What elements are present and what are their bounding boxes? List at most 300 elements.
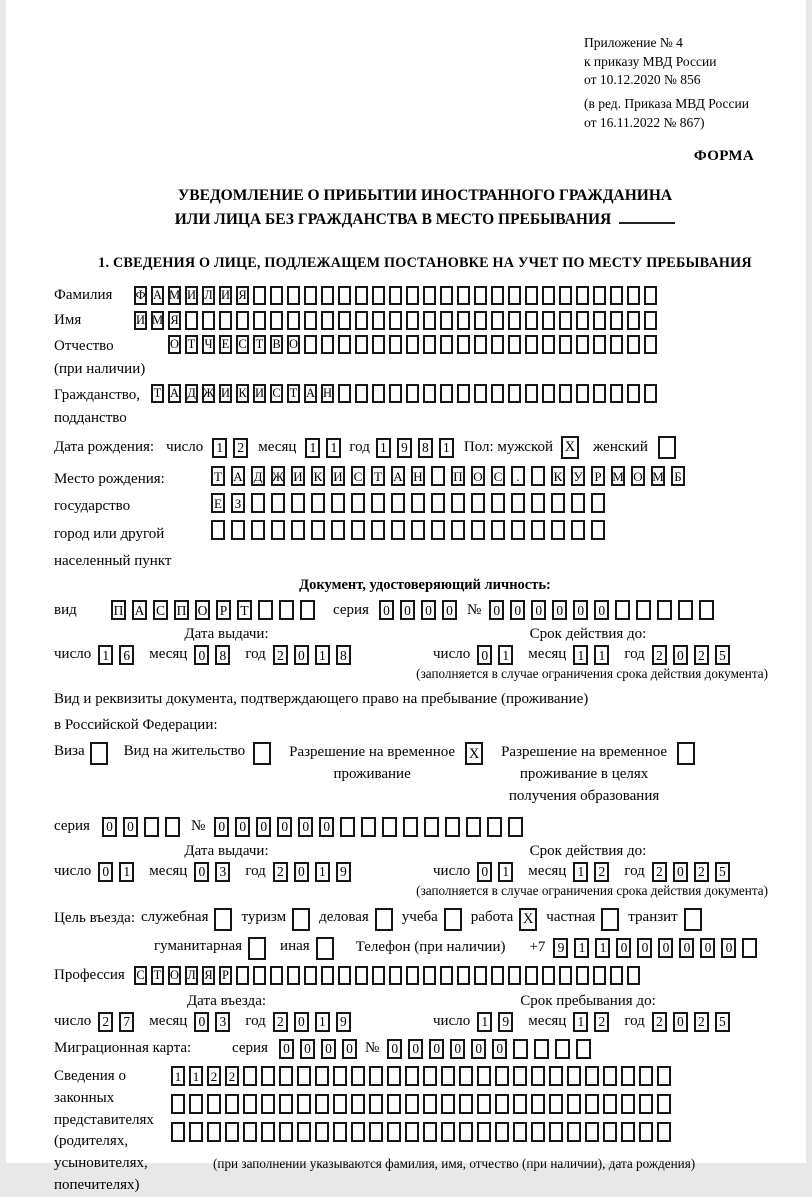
char-cell[interactable] [508, 817, 523, 837]
char-cell[interactable] [251, 493, 265, 513]
char-cell[interactable] [207, 1094, 221, 1114]
char-cell[interactable] [576, 384, 589, 403]
char-cell[interactable] [279, 1094, 293, 1114]
char-cell[interactable] [411, 493, 425, 513]
char-cell[interactable]: 0 [294, 645, 309, 665]
char-cell[interactable] [559, 384, 572, 403]
char-cell[interactable]: С [134, 966, 147, 985]
char-cell[interactable] [459, 1122, 473, 1142]
char-cell[interactable] [615, 600, 630, 620]
char-cell[interactable] [389, 335, 402, 354]
char-cell[interactable] [340, 817, 355, 837]
char-cell[interactable]: 0 [379, 600, 394, 620]
char-cell[interactable] [351, 493, 365, 513]
char-cell[interactable] [474, 311, 487, 330]
char-cell[interactable] [508, 311, 521, 330]
char-cell[interactable] [525, 286, 538, 305]
purpose-other-checkbox[interactable] [316, 937, 334, 960]
char-cell[interactable] [531, 1122, 545, 1142]
char-cell[interactable] [567, 1094, 581, 1114]
sex-male-checkbox[interactable]: X [561, 436, 579, 459]
char-cell[interactable]: А [304, 384, 317, 403]
stay-month-cells[interactable] [573, 1012, 615, 1032]
char-cell[interactable] [231, 520, 245, 540]
char-cell[interactable] [202, 311, 215, 330]
char-cell[interactable]: 2 [225, 1066, 239, 1086]
char-cell[interactable] [331, 493, 345, 513]
char-cell[interactable]: И [253, 384, 266, 403]
char-cell[interactable]: 0 [342, 1039, 357, 1059]
char-cell[interactable] [457, 384, 470, 403]
givenname-cells[interactable] [134, 311, 661, 330]
char-cell[interactable] [270, 966, 283, 985]
char-cell[interactable]: 0 [492, 1039, 507, 1059]
char-cell[interactable] [338, 384, 351, 403]
birth-year-cells[interactable] [376, 438, 460, 458]
char-cell[interactable]: 2 [273, 862, 288, 882]
char-cell[interactable] [291, 520, 305, 540]
char-cell[interactable] [491, 311, 504, 330]
representatives-cells-row2[interactable] [171, 1094, 695, 1114]
char-cell[interactable]: 8 [336, 645, 351, 665]
char-cell[interactable] [411, 520, 425, 540]
char-cell[interactable] [576, 286, 589, 305]
char-cell[interactable] [304, 966, 317, 985]
purpose-business-checkbox[interactable] [375, 908, 393, 931]
char-cell[interactable] [424, 817, 439, 837]
doc-valid-month-cells[interactable] [573, 645, 615, 665]
char-cell[interactable] [525, 966, 538, 985]
char-cell[interactable] [451, 493, 465, 513]
permit-valid-day-cells[interactable] [477, 862, 519, 882]
char-cell[interactable]: 1 [315, 1012, 330, 1032]
char-cell[interactable] [387, 1066, 401, 1086]
char-cell[interactable] [389, 384, 402, 403]
char-cell[interactable] [459, 1066, 473, 1086]
char-cell[interactable]: Л [185, 966, 198, 985]
char-cell[interactable] [610, 286, 623, 305]
char-cell[interactable]: 1 [315, 862, 330, 882]
char-cell[interactable] [591, 493, 605, 513]
char-cell[interactable] [471, 493, 485, 513]
doc-issue-year-cells[interactable] [273, 645, 357, 665]
char-cell[interactable]: М [151, 311, 164, 330]
char-cell[interactable] [542, 311, 555, 330]
migration-number-cells[interactable] [387, 1039, 597, 1059]
char-cell[interactable] [657, 1094, 671, 1114]
char-cell[interactable] [423, 311, 436, 330]
char-cell[interactable] [372, 335, 385, 354]
char-cell[interactable] [243, 1094, 257, 1114]
permit-issue-day-cells[interactable] [98, 862, 140, 882]
char-cell[interactable] [297, 1122, 311, 1142]
char-cell[interactable] [423, 384, 436, 403]
char-cell[interactable] [389, 286, 402, 305]
char-cell[interactable] [207, 1122, 221, 1142]
temp-permit-checkbox[interactable]: X [465, 742, 483, 765]
purpose-tourism-checkbox[interactable] [292, 908, 310, 931]
char-cell[interactable] [431, 520, 445, 540]
char-cell[interactable] [559, 966, 572, 985]
char-cell[interactable] [491, 493, 505, 513]
char-cell[interactable]: 0 [123, 817, 138, 837]
char-cell[interactable] [291, 493, 305, 513]
char-cell[interactable] [491, 384, 504, 403]
char-cell[interactable] [406, 311, 419, 330]
char-cell[interactable] [477, 1066, 491, 1086]
char-cell[interactable] [372, 384, 385, 403]
char-cell[interactable] [338, 335, 351, 354]
char-cell[interactable]: А [168, 384, 181, 403]
char-cell[interactable]: 0 [477, 862, 492, 882]
char-cell[interactable]: 0 [300, 1039, 315, 1059]
char-cell[interactable] [333, 1066, 347, 1086]
char-cell[interactable] [270, 311, 283, 330]
char-cell[interactable] [423, 1122, 437, 1142]
char-cell[interactable] [593, 335, 606, 354]
char-cell[interactable]: П [174, 600, 189, 620]
char-cell[interactable] [372, 286, 385, 305]
char-cell[interactable] [603, 1122, 617, 1142]
char-cell[interactable]: 0 [421, 600, 436, 620]
char-cell[interactable]: 1 [119, 862, 134, 882]
char-cell[interactable]: 0 [637, 938, 652, 958]
char-cell[interactable] [406, 286, 419, 305]
char-cell[interactable] [508, 286, 521, 305]
char-cell[interactable] [636, 600, 651, 620]
char-cell[interactable] [270, 286, 283, 305]
char-cell[interactable]: . [511, 466, 525, 486]
char-cell[interactable]: 0 [442, 600, 457, 620]
char-cell[interactable] [369, 1094, 383, 1114]
char-cell[interactable]: О [168, 335, 181, 354]
char-cell[interactable] [551, 520, 565, 540]
char-cell[interactable]: К [311, 466, 325, 486]
char-cell[interactable]: 5 [715, 1012, 730, 1032]
char-cell[interactable] [261, 1094, 275, 1114]
char-cell[interactable]: 0 [256, 817, 271, 837]
char-cell[interactable] [531, 1094, 545, 1114]
char-cell[interactable]: 0 [102, 817, 117, 837]
char-cell[interactable] [253, 311, 266, 330]
char-cell[interactable] [549, 1122, 563, 1142]
char-cell[interactable] [542, 384, 555, 403]
char-cell[interactable] [644, 335, 657, 354]
char-cell[interactable]: Л [202, 286, 215, 305]
char-cell[interactable] [576, 1039, 591, 1059]
purpose-transit-checkbox[interactable] [684, 908, 702, 931]
char-cell[interactable] [610, 311, 623, 330]
char-cell[interactable] [525, 335, 538, 354]
birth-day-cells[interactable] [212, 438, 254, 458]
char-cell[interactable] [297, 1094, 311, 1114]
char-cell[interactable] [644, 311, 657, 330]
char-cell[interactable]: 9 [553, 938, 568, 958]
permit-seria-cells[interactable] [102, 817, 186, 837]
char-cell[interactable] [405, 1066, 419, 1086]
char-cell[interactable]: 2 [652, 862, 667, 882]
char-cell[interactable] [406, 335, 419, 354]
char-cell[interactable] [559, 335, 572, 354]
char-cell[interactable]: С [351, 466, 365, 486]
char-cell[interactable] [508, 384, 521, 403]
char-cell[interactable]: 0 [235, 817, 250, 837]
char-cell[interactable] [457, 335, 470, 354]
char-cell[interactable] [559, 311, 572, 330]
char-cell[interactable] [555, 1039, 570, 1059]
entry-day-cells[interactable] [98, 1012, 140, 1032]
profession-cells[interactable] [134, 966, 644, 985]
char-cell[interactable]: А [132, 600, 147, 620]
char-cell[interactable] [525, 311, 538, 330]
purpose-work-checkbox[interactable]: X [519, 908, 537, 931]
char-cell[interactable]: Н [411, 466, 425, 486]
char-cell[interactable]: 0 [400, 600, 415, 620]
char-cell[interactable]: П [451, 466, 465, 486]
char-cell[interactable]: 1 [595, 938, 610, 958]
char-cell[interactable]: О [195, 600, 210, 620]
char-cell[interactable]: 2 [594, 1012, 609, 1032]
purpose-official-checkbox[interactable] [214, 908, 232, 931]
char-cell[interactable]: К [551, 466, 565, 486]
char-cell[interactable] [491, 286, 504, 305]
char-cell[interactable] [440, 384, 453, 403]
char-cell[interactable] [389, 311, 402, 330]
char-cell[interactable] [431, 466, 445, 486]
char-cell[interactable] [531, 520, 545, 540]
permit-issue-year-cells[interactable] [273, 862, 357, 882]
patronymic-cells[interactable] [168, 335, 661, 354]
char-cell[interactable]: Т [371, 466, 385, 486]
char-cell[interactable] [261, 1066, 275, 1086]
representatives-cells-row1[interactable] [171, 1066, 695, 1086]
permit-number-cells[interactable] [214, 817, 529, 837]
char-cell[interactable] [369, 1066, 383, 1086]
char-cell[interactable]: Т [211, 466, 225, 486]
char-cell[interactable]: 0 [700, 938, 715, 958]
char-cell[interactable]: Д [251, 466, 265, 486]
char-cell[interactable] [406, 966, 419, 985]
char-cell[interactable]: А [391, 466, 405, 486]
char-cell[interactable] [423, 286, 436, 305]
entry-year-cells[interactable] [273, 1012, 357, 1032]
char-cell[interactable] [508, 335, 521, 354]
char-cell[interactable] [355, 335, 368, 354]
char-cell[interactable]: 6 [119, 645, 134, 665]
char-cell[interactable] [185, 311, 198, 330]
char-cell[interactable]: 0 [531, 600, 546, 620]
doc-number-cells[interactable] [489, 600, 720, 620]
char-cell[interactable]: Е [219, 335, 232, 354]
doc-issue-month-cells[interactable] [194, 645, 236, 665]
char-cell[interactable] [459, 1094, 473, 1114]
char-cell[interactable]: 2 [98, 1012, 113, 1032]
char-cell[interactable] [742, 938, 757, 958]
char-cell[interactable]: М [168, 286, 181, 305]
char-cell[interactable] [440, 311, 453, 330]
char-cell[interactable] [304, 335, 317, 354]
char-cell[interactable] [165, 817, 180, 837]
char-cell[interactable]: С [153, 600, 168, 620]
char-cell[interactable] [403, 817, 418, 837]
char-cell[interactable] [542, 286, 555, 305]
char-cell[interactable]: А [151, 286, 164, 305]
char-cell[interactable]: Т [253, 335, 266, 354]
char-cell[interactable] [338, 286, 351, 305]
char-cell[interactable] [513, 1122, 527, 1142]
char-cell[interactable] [371, 520, 385, 540]
char-cell[interactable]: К [236, 384, 249, 403]
char-cell[interactable] [534, 1039, 549, 1059]
char-cell[interactable]: 9 [498, 1012, 513, 1032]
char-cell[interactable]: Р [219, 966, 232, 985]
visa-checkbox[interactable] [90, 742, 108, 765]
char-cell[interactable] [567, 1122, 581, 1142]
char-cell[interactable] [331, 520, 345, 540]
char-cell[interactable] [627, 384, 640, 403]
char-cell[interactable] [495, 1066, 509, 1086]
char-cell[interactable]: 0 [673, 645, 688, 665]
char-cell[interactable] [531, 493, 545, 513]
char-cell[interactable]: С [491, 466, 505, 486]
char-cell[interactable] [225, 1122, 239, 1142]
char-cell[interactable] [338, 311, 351, 330]
phone-cells[interactable] [553, 938, 763, 958]
char-cell[interactable] [451, 520, 465, 540]
char-cell[interactable] [585, 1094, 599, 1114]
char-cell[interactable]: 0 [721, 938, 736, 958]
char-cell[interactable]: 1 [189, 1066, 203, 1086]
char-cell[interactable] [531, 1066, 545, 1086]
char-cell[interactable]: Ж [271, 466, 285, 486]
char-cell[interactable] [423, 335, 436, 354]
char-cell[interactable] [440, 286, 453, 305]
char-cell[interactable] [511, 520, 525, 540]
birthplace-cells-row3[interactable] [211, 520, 691, 540]
char-cell[interactable]: В [270, 335, 283, 354]
char-cell[interactable] [440, 335, 453, 354]
char-cell[interactable] [549, 1094, 563, 1114]
stay-day-cells[interactable] [477, 1012, 519, 1032]
char-cell[interactable] [567, 1066, 581, 1086]
char-cell[interactable] [657, 600, 672, 620]
sex-female-checkbox[interactable] [658, 436, 676, 459]
char-cell[interactable] [355, 384, 368, 403]
char-cell[interactable]: 2 [233, 438, 248, 458]
char-cell[interactable]: 1 [212, 438, 227, 458]
birthplace-cells-row2[interactable] [211, 493, 691, 513]
char-cell[interactable] [644, 384, 657, 403]
char-cell[interactable]: 0 [298, 817, 313, 837]
char-cell[interactable] [387, 1094, 401, 1114]
migration-seria-cells[interactable] [279, 1039, 363, 1059]
char-cell[interactable] [369, 1122, 383, 1142]
char-cell[interactable] [243, 1066, 257, 1086]
stay-year-cells[interactable] [652, 1012, 736, 1032]
char-cell[interactable]: 2 [694, 1012, 709, 1032]
char-cell[interactable] [361, 817, 376, 837]
char-cell[interactable] [236, 311, 249, 330]
char-cell[interactable]: И [291, 466, 305, 486]
char-cell[interactable] [333, 1094, 347, 1114]
char-cell[interactable] [243, 1122, 257, 1142]
char-cell[interactable]: 0 [658, 938, 673, 958]
char-cell[interactable]: 0 [673, 862, 688, 882]
char-cell[interactable] [144, 817, 159, 837]
char-cell[interactable] [576, 335, 589, 354]
char-cell[interactable] [477, 1122, 491, 1142]
char-cell[interactable] [508, 966, 521, 985]
char-cell[interactable] [321, 286, 334, 305]
permit-valid-month-cells[interactable] [573, 862, 615, 882]
char-cell[interactable]: Ж [202, 384, 215, 403]
char-cell[interactable]: 0 [277, 817, 292, 837]
char-cell[interactable] [189, 1094, 203, 1114]
char-cell[interactable] [271, 520, 285, 540]
char-cell[interactable] [321, 311, 334, 330]
char-cell[interactable]: 2 [207, 1066, 221, 1086]
char-cell[interactable] [441, 1122, 455, 1142]
char-cell[interactable]: 9 [336, 862, 351, 882]
char-cell[interactable]: Е [211, 493, 225, 513]
char-cell[interactable] [627, 966, 640, 985]
char-cell[interactable] [351, 1122, 365, 1142]
char-cell[interactable]: О [471, 466, 485, 486]
temp-permit-edu-checkbox[interactable] [677, 742, 695, 765]
char-cell[interactable]: 0 [194, 1012, 209, 1032]
char-cell[interactable]: 1 [594, 645, 609, 665]
char-cell[interactable] [253, 966, 266, 985]
char-cell[interactable] [639, 1094, 653, 1114]
char-cell[interactable] [279, 1066, 293, 1086]
char-cell[interactable]: 8 [418, 438, 433, 458]
entry-month-cells[interactable] [194, 1012, 236, 1032]
char-cell[interactable] [457, 286, 470, 305]
char-cell[interactable] [258, 600, 273, 620]
char-cell[interactable]: 1 [439, 438, 454, 458]
char-cell[interactable] [576, 311, 589, 330]
char-cell[interactable]: С [236, 335, 249, 354]
char-cell[interactable] [271, 493, 285, 513]
char-cell[interactable] [406, 384, 419, 403]
char-cell[interactable]: 8 [215, 645, 230, 665]
char-cell[interactable] [559, 286, 572, 305]
char-cell[interactable]: 0 [387, 1039, 402, 1059]
char-cell[interactable] [355, 311, 368, 330]
char-cell[interactable] [387, 1122, 401, 1142]
char-cell[interactable]: Т [151, 384, 164, 403]
char-cell[interactable]: З [231, 493, 245, 513]
char-cell[interactable]: И [219, 384, 232, 403]
char-cell[interactable]: 0 [429, 1039, 444, 1059]
char-cell[interactable] [321, 335, 334, 354]
char-cell[interactable]: 0 [194, 645, 209, 665]
char-cell[interactable] [441, 1094, 455, 1114]
char-cell[interactable]: 0 [319, 817, 334, 837]
surname-cells[interactable] [134, 286, 661, 305]
char-cell[interactable] [171, 1094, 185, 1114]
char-cell[interactable]: А [231, 466, 245, 486]
char-cell[interactable]: 2 [694, 645, 709, 665]
char-cell[interactable]: 5 [715, 645, 730, 665]
char-cell[interactable] [585, 1066, 599, 1086]
char-cell[interactable] [542, 966, 555, 985]
char-cell[interactable]: Я [202, 966, 215, 985]
char-cell[interactable] [338, 966, 351, 985]
char-cell[interactable]: Н [321, 384, 334, 403]
char-cell[interactable] [678, 600, 693, 620]
char-cell[interactable] [225, 1094, 239, 1114]
